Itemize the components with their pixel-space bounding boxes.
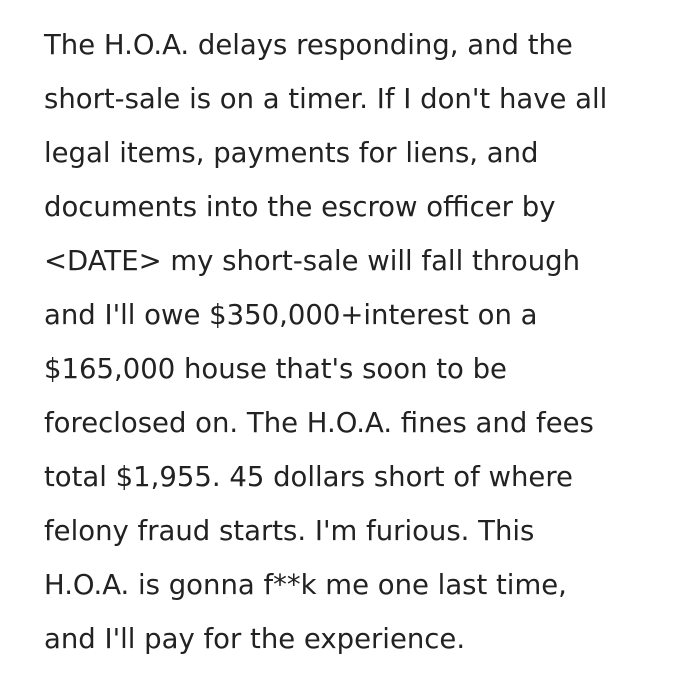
- text-line: $165,000 house that's soon to be: [44, 353, 507, 385]
- text-line: felony fraud starts. I'm furious. This: [44, 515, 535, 547]
- text-line: <DATE> my short-sale will fall through: [44, 245, 581, 277]
- text-line: H.O.A. is gonna f**k me one last time,: [44, 569, 567, 601]
- text-line: documents into the escrow officer by: [44, 191, 556, 223]
- text-line: The H.O.A. delays responding, and the: [44, 29, 573, 61]
- text-line: and I'll pay for the experience.: [44, 623, 466, 655]
- text-line: foreclosed on. The H.O.A. fines and fees: [44, 407, 594, 439]
- text-line: and I'll owe $350,000+interest on a: [44, 299, 538, 331]
- text-line: legal items, payments for liens, and: [44, 137, 539, 169]
- post-text-block: [44, 18, 684, 666]
- text-line: total $1,955. 45 dollars short of where: [44, 461, 573, 493]
- text-line: short-sale is on a timer. If I don't have all: [44, 83, 608, 115]
